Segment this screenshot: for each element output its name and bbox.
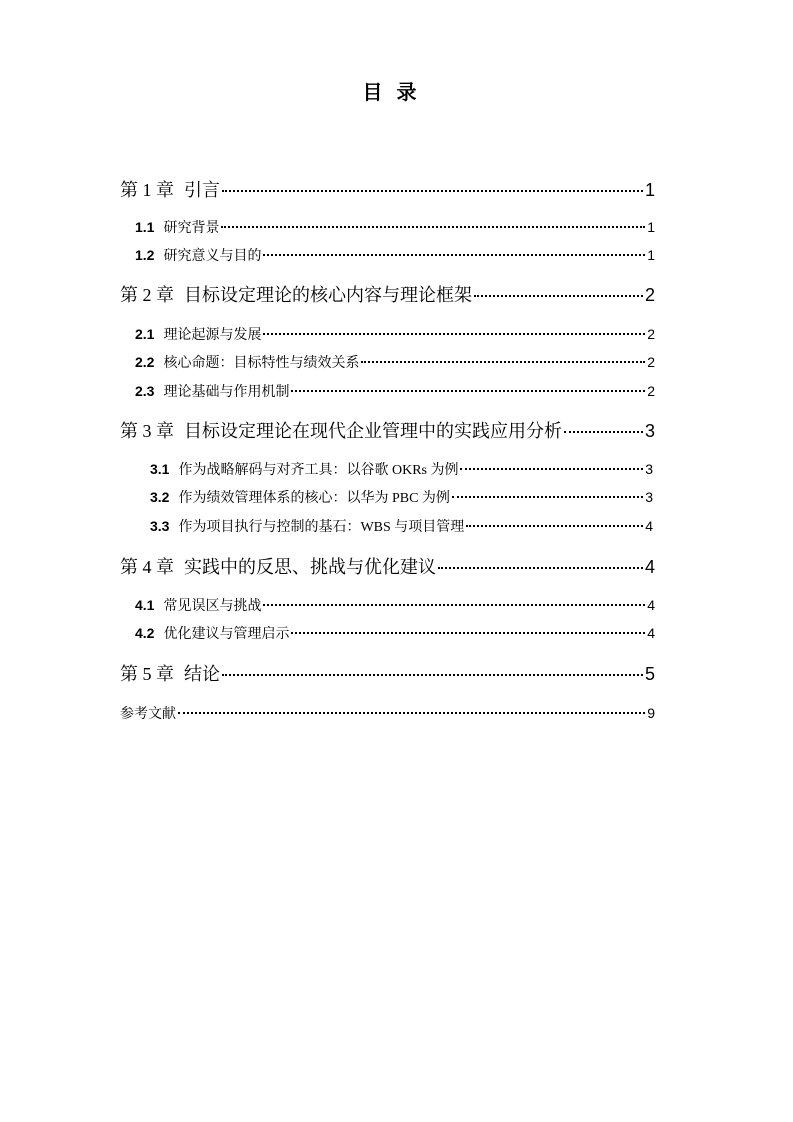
toc-entry-number: 3.1 <box>150 461 170 477</box>
dot-leader <box>222 674 643 676</box>
toc-entry-page: 4 <box>647 597 655 613</box>
toc-entry[interactable] <box>150 459 653 479</box>
toc-title: 目录 <box>362 80 431 104</box>
toc-entry-number: 第 5 章 <box>120 664 174 684</box>
toc-entry-title: 理论起源与发展 <box>163 328 262 343</box>
toc-entry-number: 第 3 章 <box>120 421 174 441</box>
toc-entry-title: 作为项目执行与控制的基石：WBS 与项目管理 <box>178 520 465 535</box>
toc-entry-title: 研究意义与目的 <box>163 249 262 264</box>
toc-entry-title: 结论 <box>184 664 220 684</box>
toc-entry[interactable] <box>120 703 655 723</box>
toc-entry[interactable] <box>120 281 655 307</box>
toc-entry-page: 2 <box>647 326 655 342</box>
dot-leader <box>221 226 645 228</box>
toc-entry[interactable] <box>120 553 655 579</box>
toc-entry-title: 核心命题：目标特性与绩效关系 <box>163 356 360 371</box>
toc-entry-title: 参考文献 <box>120 707 176 722</box>
toc-entry[interactable] <box>120 417 655 443</box>
dot-leader <box>263 604 645 606</box>
dot-leader <box>452 496 643 498</box>
toc-entry-title: 实践中的反思、挑战与优化建议 <box>184 557 436 577</box>
toc-entry-page: 1 <box>644 180 655 200</box>
toc-entry[interactable] <box>135 352 655 372</box>
dot-leader <box>564 431 643 433</box>
toc-entry[interactable] <box>150 487 653 507</box>
toc-entry-number: 2.3 <box>135 383 155 399</box>
dot-leader <box>438 567 643 569</box>
dot-leader <box>263 254 645 256</box>
toc-entry-number: 第 1 章 <box>120 180 174 200</box>
toc-entry-number: 第 4 章 <box>120 557 174 577</box>
toc-entry-page: 3 <box>645 489 653 505</box>
toc-entry[interactable] <box>135 623 655 643</box>
dot-leader <box>361 361 645 363</box>
toc-entry[interactable] <box>135 381 655 401</box>
toc-entry-number: 4.2 <box>135 625 155 641</box>
toc-entry-number: 3.3 <box>150 518 170 534</box>
toc-entry-title: 优化建议与管理启示 <box>163 627 290 642</box>
toc-entry-page: 4 <box>644 557 655 577</box>
toc-entry[interactable] <box>135 245 655 265</box>
toc-entry-title: 目标设定理论的核心内容与理论框架 <box>184 285 472 305</box>
toc-entry-page: 2 <box>647 354 655 370</box>
dot-leader <box>474 295 643 297</box>
toc-entry-number: 2.2 <box>135 354 155 370</box>
toc-entry-page: 4 <box>647 625 655 641</box>
toc-entry[interactable] <box>120 660 655 686</box>
toc-entry-page: 2 <box>644 285 655 305</box>
toc-entry-page: 3 <box>644 421 655 441</box>
toc-entry-number: 2.1 <box>135 326 155 342</box>
dot-leader <box>222 190 643 192</box>
dot-leader <box>263 333 645 335</box>
toc-entry-page: 5 <box>644 664 655 684</box>
toc-entry-number: 1.2 <box>135 247 155 263</box>
toc-entry[interactable] <box>135 595 655 615</box>
toc-entry-title: 作为绩效管理体系的核心：以华为 PBC 为例 <box>178 491 450 506</box>
toc-entry-page: 1 <box>647 219 655 235</box>
toc-entry-number: 4.1 <box>135 597 155 613</box>
dot-leader <box>291 390 645 392</box>
dot-leader <box>466 525 643 527</box>
toc-entry-number: 第 2 章 <box>120 285 174 305</box>
toc-entry-title: 引言 <box>184 180 220 200</box>
toc-entry[interactable] <box>135 217 655 237</box>
toc-entry-page: 2 <box>647 383 655 399</box>
toc-entry-page: 3 <box>645 461 653 477</box>
toc-entry[interactable] <box>150 516 653 536</box>
toc-entry-title: 常见误区与挑战 <box>163 599 262 614</box>
toc-entry-title: 研究背景 <box>163 221 220 236</box>
dot-leader <box>178 712 645 714</box>
toc-entry-title: 目标设定理论在现代企业管理中的实践应用分析 <box>184 421 562 441</box>
toc-entry[interactable] <box>120 176 655 202</box>
toc-entry-number: 3.2 <box>150 489 170 505</box>
toc-entry-page: 4 <box>645 518 653 534</box>
toc-entry-title: 作为战略解码与对齐工具：以谷歌 OKRs 为例 <box>178 463 459 478</box>
toc-entry-page: 1 <box>647 247 655 263</box>
dot-leader <box>291 632 645 634</box>
toc-entry-title: 理论基础与作用机制 <box>163 385 290 400</box>
toc-entry[interactable] <box>135 324 655 344</box>
toc-entry-page: 9 <box>647 705 655 721</box>
toc-entry-number: 1.1 <box>135 219 155 235</box>
dot-leader <box>460 468 643 470</box>
